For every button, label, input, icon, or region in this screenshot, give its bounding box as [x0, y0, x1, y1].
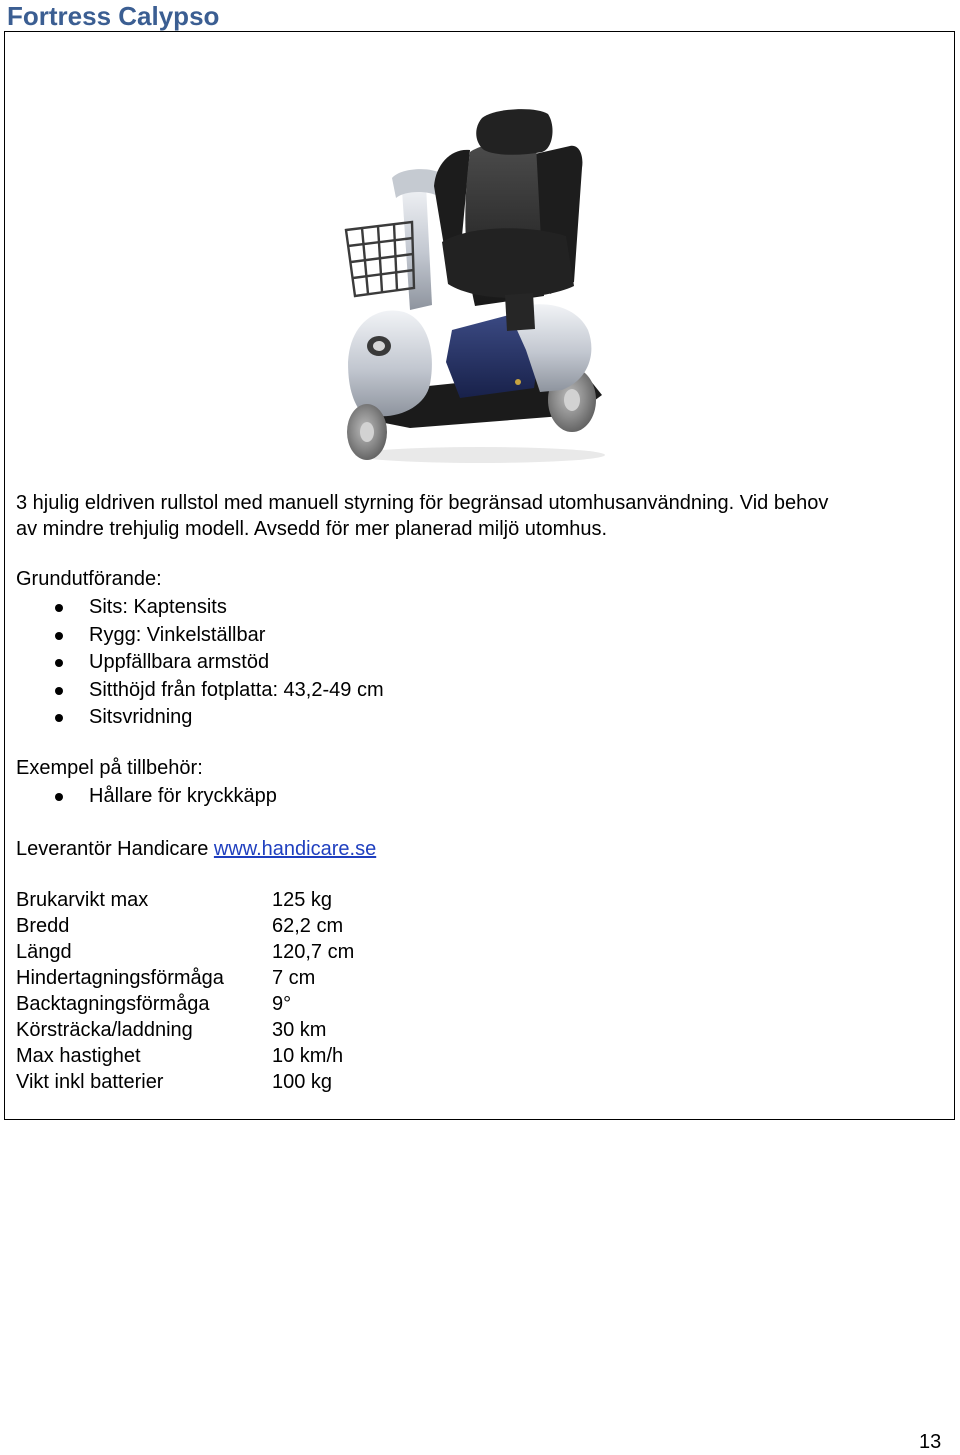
accessories-heading: Exempel på tillbehör:: [16, 757, 203, 779]
bullet-icon: [55, 793, 63, 801]
page-number: 13: [919, 1431, 942, 1453]
spec-label: Max hastighet: [16, 1045, 141, 1067]
bullet-icon: [55, 687, 63, 695]
spec-value: 125 kg: [272, 889, 333, 911]
product-description: [16, 490, 828, 542]
spec-value: 9°: [272, 993, 292, 1015]
spec-label: Brukarvikt max: [16, 889, 149, 911]
spec-value: 10 km/h: [272, 1045, 344, 1067]
list-item-text: Hållare för kryckkäpp: [89, 785, 277, 807]
bullet-icon: [55, 714, 63, 722]
list-item-text: Sitthöjd från fotplatta: 43,2-49 cm: [89, 678, 384, 701]
spec-label: Körsträcka/laddning: [16, 1019, 193, 1041]
bullet-icon: [55, 659, 63, 667]
list-item-text: Sitsvridning: [89, 706, 193, 728]
bullet-icon: [55, 604, 63, 612]
basic-heading: Grundutförande:: [16, 568, 162, 590]
scooter-photo: [330, 100, 630, 465]
supplier-link[interactable]: www.handicare.se: [213, 838, 377, 860]
list-item-text: Rygg: Vinkelställbar: [89, 623, 266, 646]
spec-value: 7 cm: [272, 967, 316, 989]
spec-label: Backtagningsförmåga: [16, 993, 210, 1015]
list-item-text: Uppfällbara armstöd: [89, 651, 270, 673]
spec-label: Hindertagningsförmåga: [16, 967, 224, 989]
spec-value: 100 kg: [272, 1071, 333, 1093]
description-line-2: av mindre trehjulig modell. Avsedd för mer planerad miljö utomhus.: [16, 518, 608, 540]
spec-value: 120,7 cm: [272, 941, 355, 963]
supplier-line: [16, 836, 376, 862]
description-line-1: 3 hjulig eldriven rullstol med manuell styrning för begränsad utomhusanvändning. Vid behov: [16, 492, 829, 514]
spec-label: Vikt inkl batterier: [16, 1071, 164, 1093]
page-title: Fortress Calypso: [7, 1, 220, 31]
spec-label: Längd: [16, 941, 72, 963]
spec-value: 62,2 cm: [272, 915, 344, 937]
supplier-text: Leverantör Handicare: [16, 838, 214, 860]
spec-label: Bredd: [16, 915, 70, 937]
spec-value: 30 km: [272, 1019, 327, 1041]
list-item-text: Sits: Kaptensits: [89, 596, 227, 618]
bullet-icon: [55, 632, 63, 640]
